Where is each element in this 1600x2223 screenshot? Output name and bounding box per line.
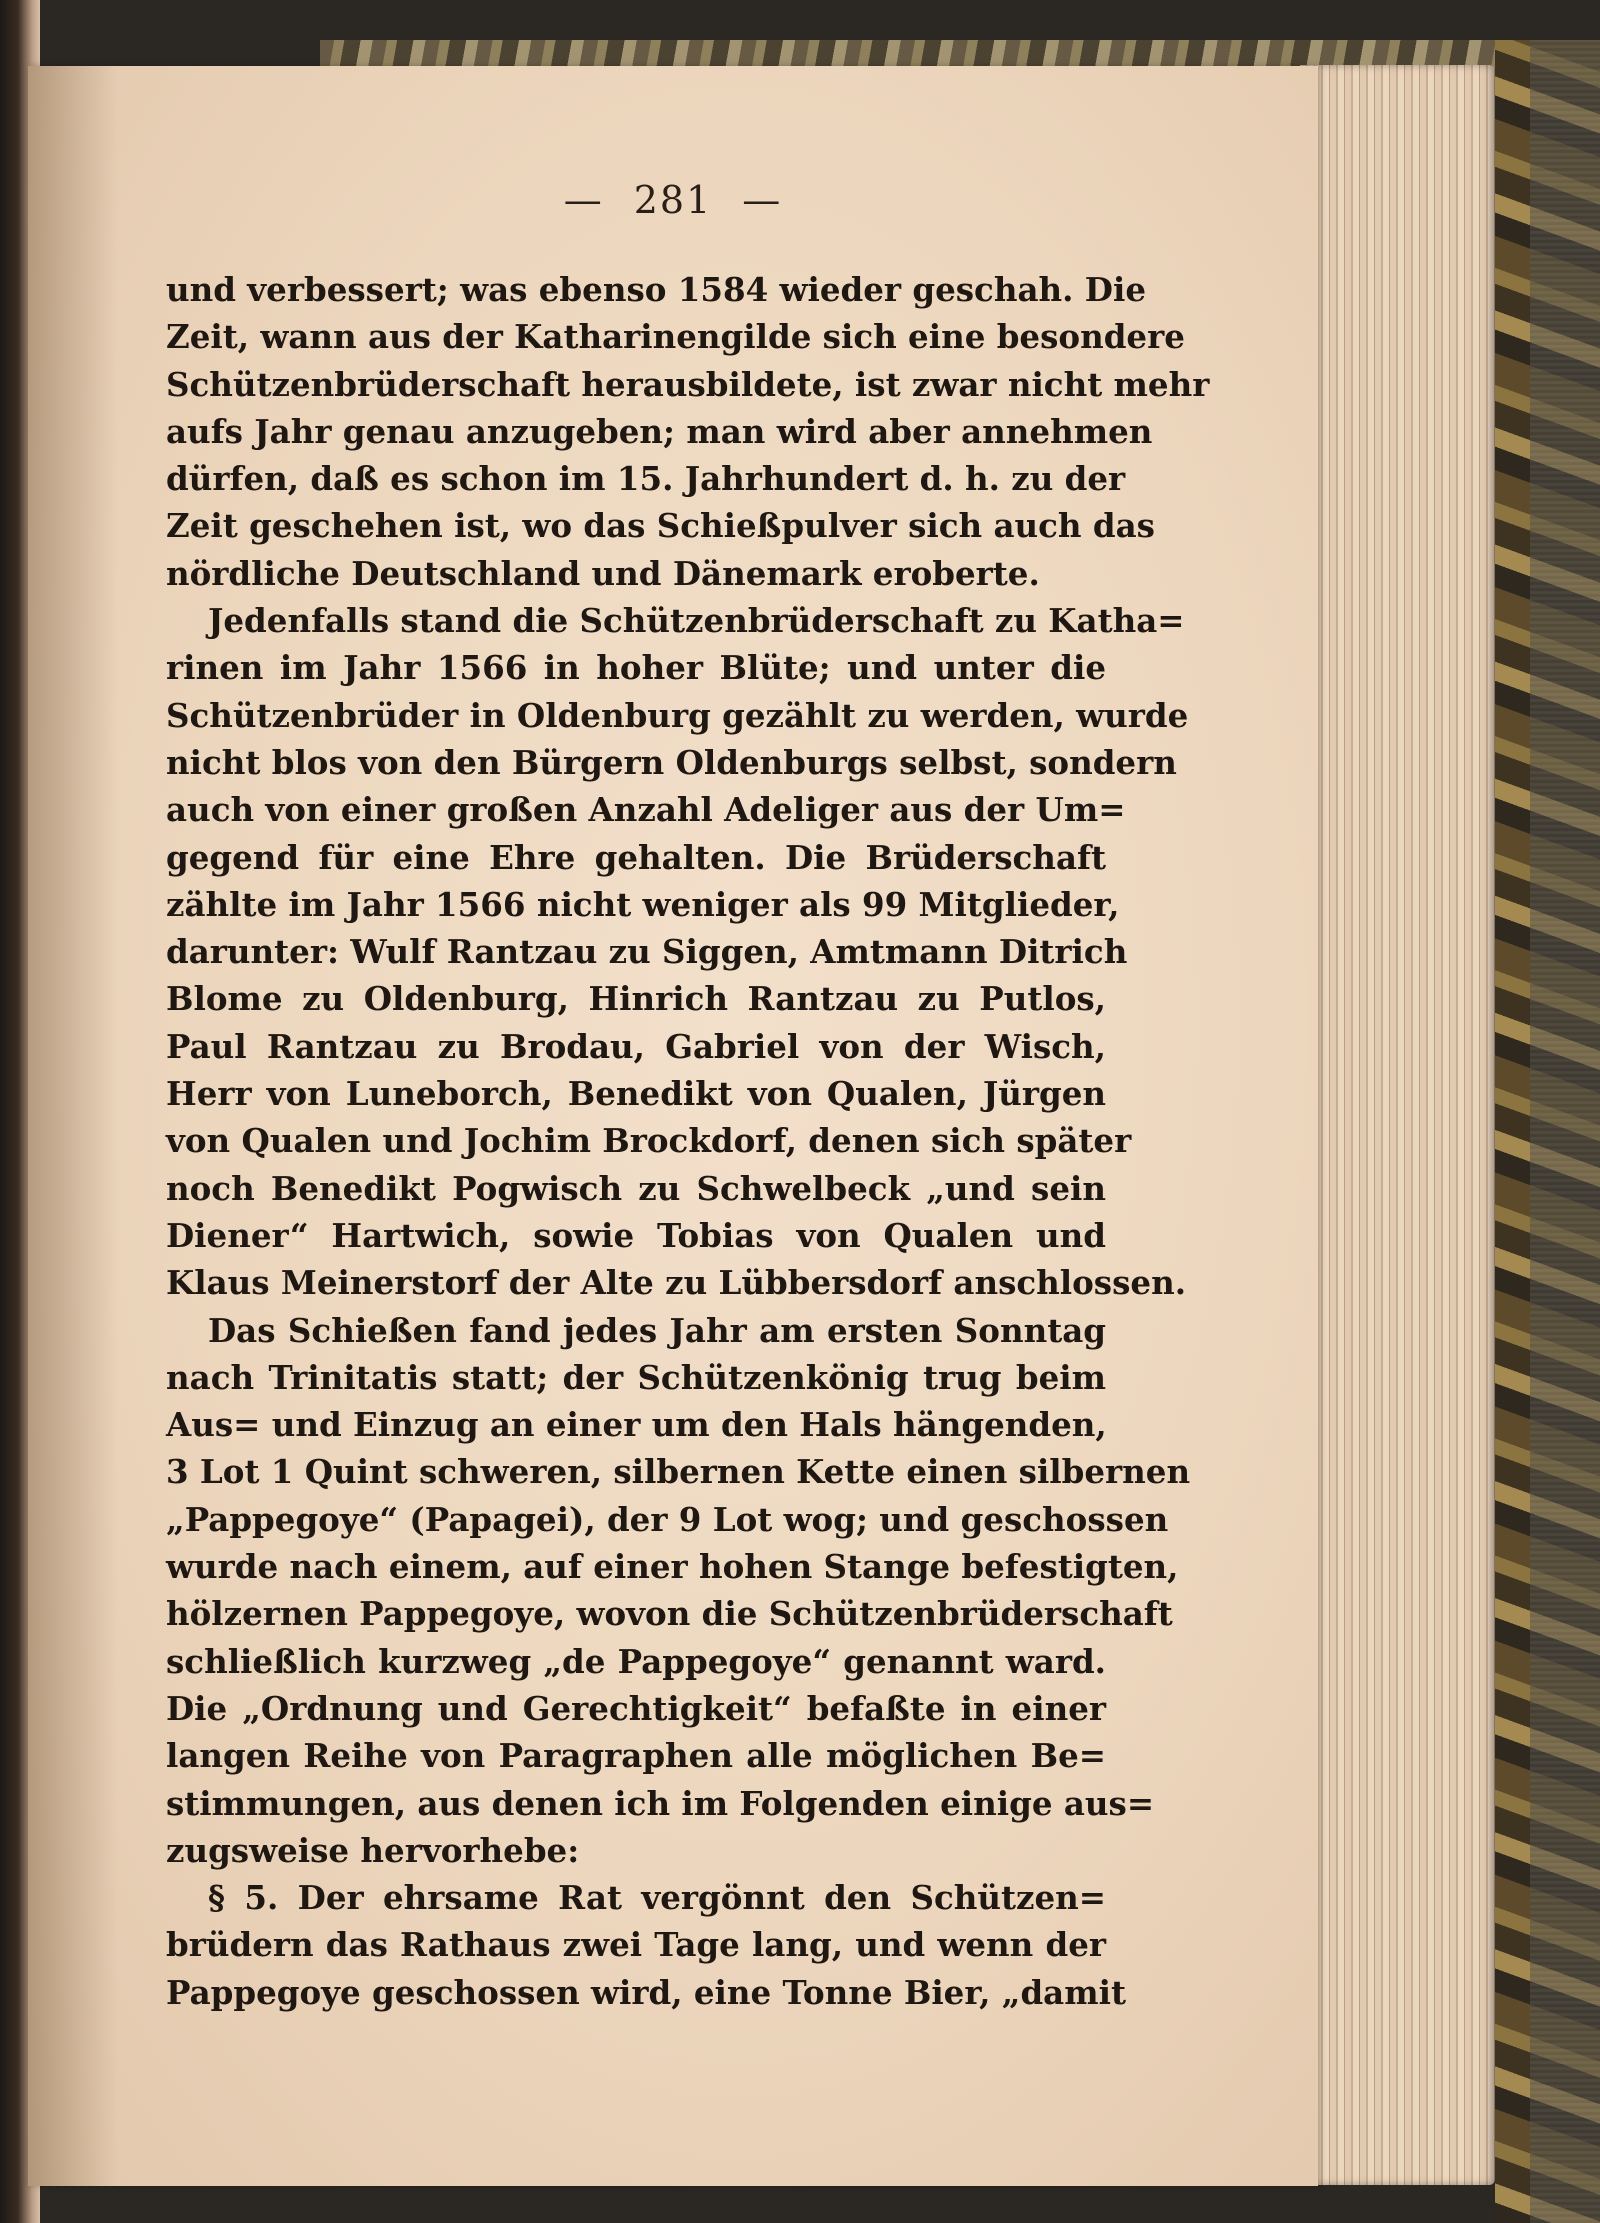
text-line: Paul Rantzau zu Brodau, Gabriel von der Wisch, (166, 1026, 1106, 1066)
text-line: Die „Ordnung und Gerechtigkeit“ befaßte in einer (166, 1688, 1106, 1728)
text-line: brüdern das Rathaus zwei Tage lang, und wenn der (166, 1925, 1106, 1965)
text-line: aufs Jahr genau anzugeben; man wird aber annehmen (166, 411, 1153, 451)
page-edges (1300, 65, 1495, 2185)
text-line: Pappegoye geschossen wird, eine Tonne Bier, „damit (166, 1972, 1126, 2012)
text-line: § 5. Der ehrsame Rat vergönnt den Schützen= (208, 1878, 1106, 1918)
header-dash-left: — (563, 178, 604, 222)
text-line: Zeit, wann aus der Katharinengilde sich eine besondere (166, 317, 1185, 357)
body-text (166, 266, 1210, 2016)
text-line: stimmungen, aus denen ich im Folgenden einige aus= (166, 1783, 1155, 1823)
page-header (28, 178, 1318, 222)
text-line: hölzernen Pappegoye, wovon die Schützenbrüderschaft (166, 1594, 1173, 1634)
text-line: Blome zu Oldenburg, Hinrich Rantzau zu Putlos, (166, 979, 1106, 1019)
text-line: zugsweise hervorhebe: (166, 1830, 580, 1870)
text-line: Das Schießen fand jedes Jahr am ersten Sonntag (208, 1310, 1106, 1350)
page-number: 281 (633, 178, 713, 222)
text-line: Diener“ Hartwich, sowie Tobias von Qualen und (166, 1215, 1106, 1255)
gutter-shadow (28, 66, 118, 2186)
text-line: langen Reihe von Paragraphen alle möglichen Be= (166, 1736, 1106, 1776)
text-line: gegend für eine Ehre gehalten. Die Brüderschaft (166, 837, 1106, 877)
text-line: Klaus Meinerstorf der Alte zu Lübbersdorf anschlossen. (166, 1263, 1187, 1303)
text-line: nördliche Deutschland und Dänemark eroberte. (166, 553, 1040, 593)
text-line: Jedenfalls stand die Schützenbrüderschaft zu Katha= (208, 601, 1185, 641)
text-line: wurde nach einem, auf einer hohen Stange befestigten, (166, 1547, 1179, 1587)
text-line: noch Benedikt Pogwisch zu Schwelbeck „und sein (166, 1168, 1106, 1208)
text-line: schließlich kurzweg „de Pappegoye“ genannt ward. (166, 1641, 1106, 1681)
text-line: Zeit geschehen ist, wo das Schießpulver sich auch das (166, 506, 1155, 546)
text-line: darunter: Wulf Rantzau zu Siggen, Amtmann Ditrich (166, 932, 1128, 972)
text-line: nach Trinitatis statt; der Schützenkönig trug beim (166, 1357, 1106, 1397)
text-line: auch von einer großen Anzahl Adeliger aus der Um= (166, 790, 1126, 830)
text-line: Herr von Luneborch, Benedikt von Qualen, Jürgen (166, 1074, 1106, 1114)
text-line: von Qualen und Jochim Brockdorf, denen sich später (166, 1121, 1132, 1161)
text-line: Schützenbrüderschaft herausbildete, ist zwar nicht mehr (166, 364, 1210, 404)
text-line: 3 Lot 1 Quint schweren, silbernen Kette einen silbernen (166, 1452, 1191, 1492)
text-line: zählte im Jahr 1566 nicht weniger als 99 Mitglieder, (166, 884, 1120, 924)
text-line: rinen im Jahr 1566 in hoher Blüte; und unter die (166, 648, 1106, 688)
text-line: „Pappegoye“ (Papagei), der 9 Lot wog; und geschossen (166, 1499, 1169, 1539)
book-page (28, 66, 1318, 2186)
text-line: Schützenbrüder in Oldenburg gezählt zu werden, wurde (166, 695, 1189, 735)
text-line: nicht blos von den Bürgern Oldenburgs selbst, sondern (166, 742, 1177, 782)
header-dash-right: — (742, 178, 783, 222)
text-line: und verbessert; was ebenso 1584 wieder geschah. Die (166, 270, 1146, 309)
book-cover-cloth (1530, 40, 1600, 2223)
text-line: Aus= und Einzug an einer um den Hals hängenden, (166, 1405, 1107, 1445)
text-line: dürfen, daß es schon im 15. Jahrhundert d. h. zu der (166, 459, 1126, 499)
